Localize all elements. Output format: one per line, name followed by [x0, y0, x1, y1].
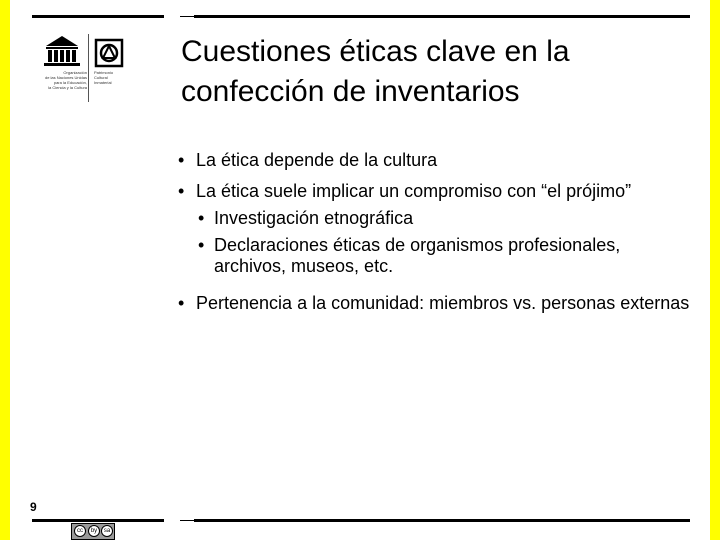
- bullet-text: Pertenencia a la comunidad: miembros vs. personas externas: [196, 293, 690, 313]
- bullet-dot-icon: •: [198, 235, 205, 255]
- top-rule-left: [32, 15, 164, 18]
- bullet-dot-icon: •: [178, 150, 185, 170]
- bullet-dot-icon: •: [198, 208, 205, 228]
- bullet-text: La ética suele implicar un compromiso con “el prójimo”: [196, 181, 632, 201]
- top-rule-tick: [180, 16, 194, 17]
- bullet-text: La ética depende de la cultura: [196, 150, 438, 170]
- sa-icon: sa: [101, 525, 113, 537]
- bullet-dot-icon: •: [178, 181, 185, 201]
- bullet-item: [170, 293, 690, 314]
- cc-icon: cc: [74, 525, 86, 537]
- by-icon: by: [88, 525, 100, 537]
- license-badge: [71, 523, 115, 540]
- bottom-rule-tick: [180, 520, 194, 521]
- sub-bullet-text: Declaraciones éticas de organismos profesionales, archivos, museos, etc.: [214, 235, 621, 276]
- bullet-item: [170, 181, 690, 202]
- heritage-text: Patrimonio Cultural Inmaterial: [94, 70, 114, 85]
- unesco-org-text: Organización de las Naciones Unidas para la Educación, la Ciencia y la Cultura: [44, 70, 87, 90]
- bullet-dot-icon: •: [178, 293, 185, 313]
- top-rule-right: [194, 15, 690, 18]
- slide-body: [170, 150, 690, 324]
- bottom-rule-left: [32, 519, 164, 522]
- logo-divider: [88, 34, 89, 102]
- sub-bullet-item: [170, 208, 690, 229]
- heritage-emblem-icon: [94, 38, 124, 68]
- slide-title: Cuestiones éticas clave en la confección de inventarios: [181, 35, 570, 108]
- sub-bullet-item: [170, 235, 690, 277]
- bullet-item: [170, 150, 690, 171]
- temple-icon: [42, 34, 82, 68]
- bottom-rule-right: [194, 519, 690, 522]
- unesco-logo: [32, 34, 132, 104]
- page-number: 9: [30, 500, 37, 514]
- sub-bullet-text: Investigación etnográfica: [214, 208, 414, 228]
- slide: [10, 0, 710, 540]
